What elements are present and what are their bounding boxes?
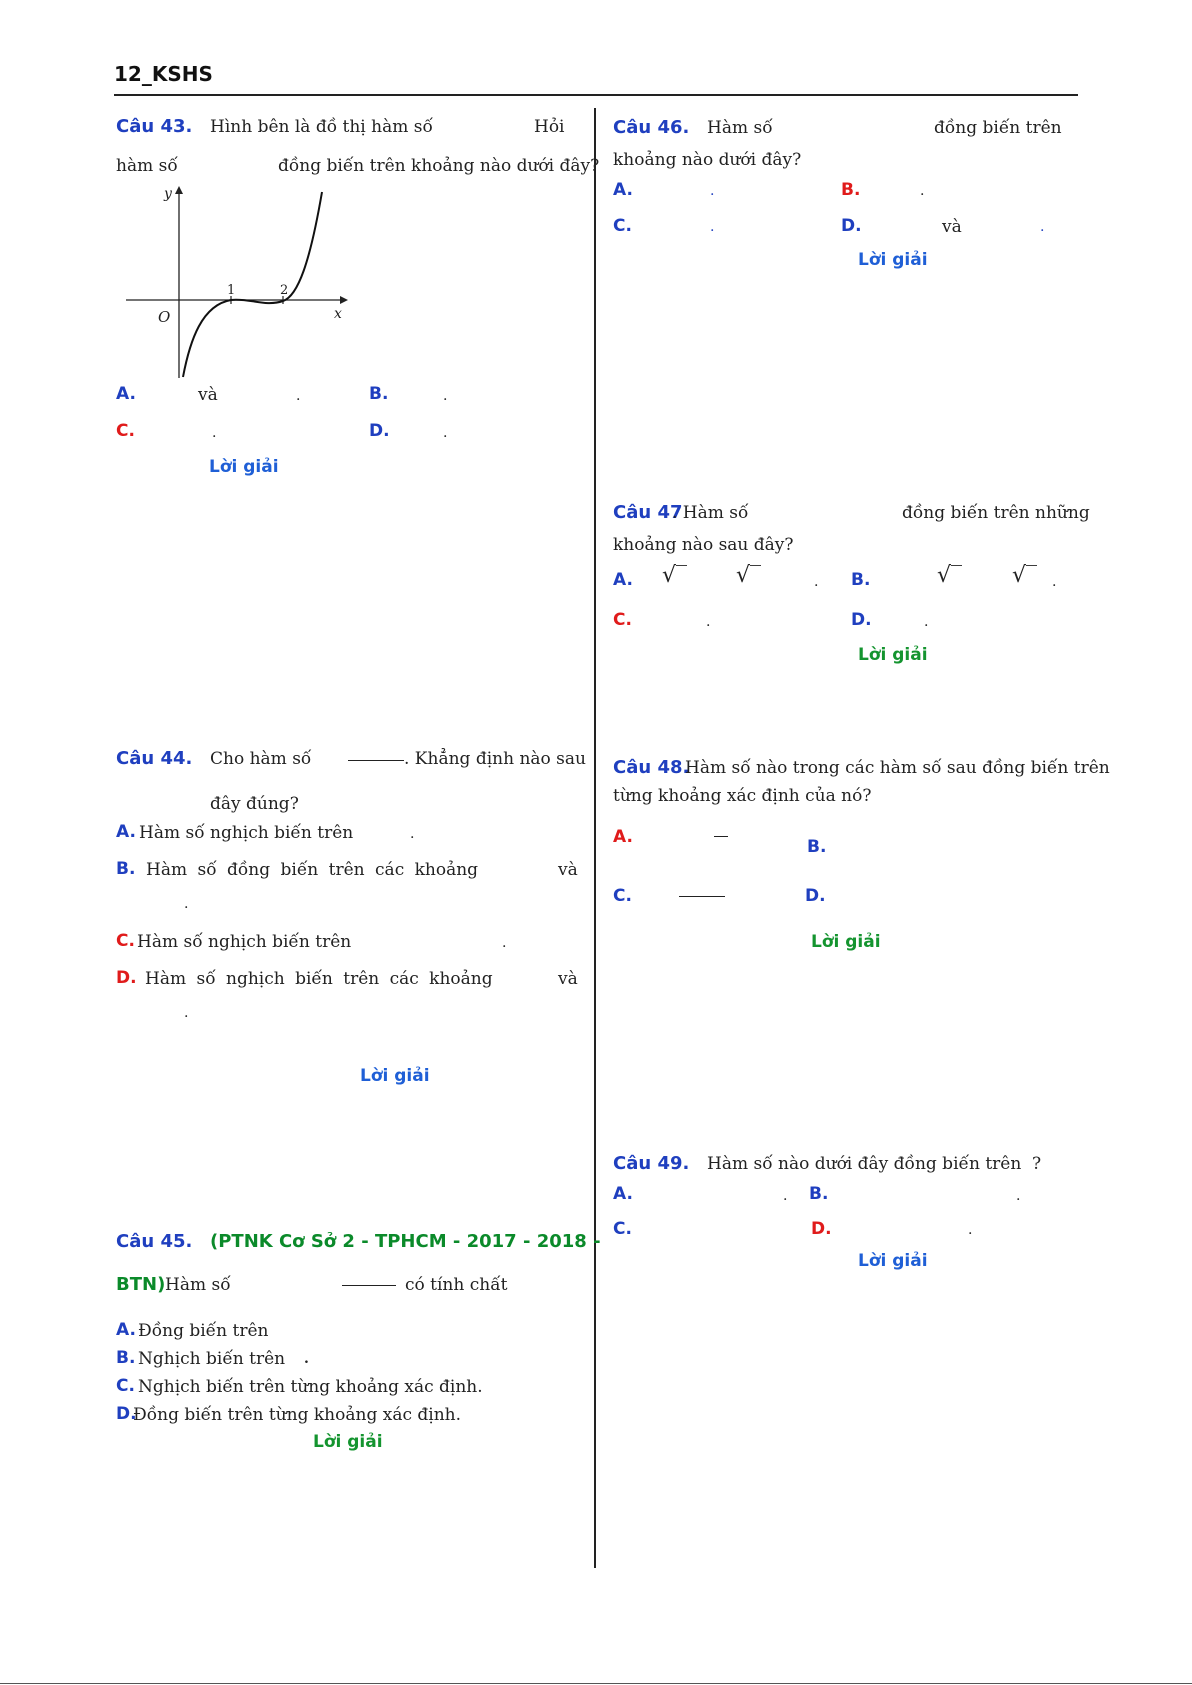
q47-loi-giai: Lời giải [858,645,928,665]
header-rule [114,94,1078,96]
q44-option-b-va: và [558,860,578,880]
q47-option-a-sqrt2: √‾ [736,563,762,588]
q48-option-b[interactable]: B. [807,837,827,857]
q49-option-b[interactable]: B. [809,1184,829,1204]
q43-text-line2a: hàm số [116,156,178,176]
q43-graph-y-label: y [164,186,172,202]
q48-option-c-fraction-bar [679,896,725,897]
q46-label: Câu 46. [613,117,690,138]
q48-option-c[interactable]: C. [613,886,632,906]
q43-option-b[interactable]: B. [369,384,389,404]
q45-option-b-text: Nghịch biến trên [138,1349,286,1369]
q49-text-line1: Hàm số nào dưới đây đồng biến trên [707,1154,1022,1174]
q44-option-a-dot: . [410,826,415,842]
q49-label: Câu 49. [613,1153,690,1174]
q44-option-d[interactable]: D. [116,968,137,988]
q45-loi-giai: Lời giải [313,1432,383,1452]
q46-option-b-dot: . [920,183,925,199]
q47-option-b-dot: . [1052,574,1057,590]
q49-qmark: ? [1032,1154,1042,1174]
q45-option-a[interactable]: A. [116,1320,136,1340]
q46-loi-giai: Lời giải [858,250,928,270]
q43-option-d-dot: . [443,425,448,441]
q45-text-line2b: có tính chất [405,1275,508,1295]
q47-option-a-sqrt1: √‾ [662,563,688,588]
q43-text-line2b: đồng biến trên khoảng nào dưới đây? [278,156,600,176]
q44-text-line1b: . Khẳng định nào sau [404,749,586,769]
q47-option-d[interactable]: D. [851,610,872,630]
q44-label: Câu 44. [116,748,193,769]
q45-option-a-text: Đồng biến trên [138,1321,269,1341]
q46-option-a[interactable]: A. [613,180,633,200]
q43-graph-tick-2: 2 [280,283,289,298]
q48-text-line1: Hàm số nào trong các hàm số sau đồng biến trên [685,758,1110,778]
q47-option-c-dot: . [706,614,711,630]
q44-option-d-text: Hàm số nghịch biến trên các khoảng [145,969,493,989]
q48-option-a-fraction-bar [714,836,728,837]
q43-option-d[interactable]: D. [369,421,390,441]
q43-graph-origin-label: O [158,308,171,326]
q46-option-d-dot: . [1040,219,1045,235]
q43-hoi: Hỏi [534,117,565,137]
q48-label: Câu 48. [613,757,690,778]
q46-text-line1b: đồng biến trên [934,118,1062,138]
q46-option-d-va: và [942,217,962,237]
q45-option-c[interactable]: C. [116,1376,135,1396]
q45-option-d[interactable]: D. [116,1404,137,1424]
q45-fraction-bar [342,1285,396,1286]
footer-rule [0,1683,1192,1684]
q44-option-d-dot: . [184,1005,189,1021]
q45-option-b-dot: . [304,1351,309,1367]
q43-option-a-dot: . [296,388,301,404]
q47-option-d-dot: . [924,614,929,630]
q49-option-d-dot: . [968,1222,973,1238]
q43-loi-giai: Lời giải [209,457,279,477]
q44-option-b-dot: . [184,896,189,912]
q49-option-a[interactable]: A. [613,1184,633,1204]
q47-option-b-sqrt1: √‾ [937,563,963,588]
q44-option-b[interactable]: B. [116,859,136,879]
q47-option-c[interactable]: C. [613,610,632,630]
q47-option-a[interactable]: A. [613,570,633,590]
q44-option-b-text: Hàm số đồng biến trên các khoảng [146,860,479,880]
q49-option-a-dot: . [783,1188,788,1204]
q48-option-d[interactable]: D. [805,886,826,906]
q48-loi-giai: Lời giải [811,932,881,952]
column-divider [594,108,596,1568]
q44-option-c-dot: . [502,935,507,951]
q45-label: Câu 45. [116,1231,193,1252]
q45-option-d-text: Đồng biến trên từng khoảng xác định. [133,1405,461,1425]
q47-text-line2: khoảng nào sau đây? [613,535,794,555]
q43-label: Câu 43. [116,116,193,137]
q47-option-a-dot: . [814,574,819,590]
q47-option-b[interactable]: B. [851,570,871,590]
q43-option-c-dot: . [212,425,217,441]
q49-option-d[interactable]: D. [811,1219,832,1239]
q48-option-a[interactable]: A. [613,827,633,847]
q49-option-b-dot: . [1016,1188,1021,1204]
q46-text-line2: khoảng nào dưới đây? [613,150,802,170]
q49-loi-giai: Lời giải [858,1251,928,1271]
q43-option-b-dot: . [443,388,448,404]
q45-option-b[interactable]: B. [116,1348,136,1368]
q47-option-b-sqrt2: √‾ [1012,563,1038,588]
header-title: 12_KSHS [114,62,213,86]
q47-label: Câu 47 [613,502,683,523]
q46-option-b[interactable]: B. [841,180,861,200]
q43-graph [120,180,350,380]
q44-option-c[interactable]: C. [116,931,135,951]
q47-text-line1b: đồng biến trên những [902,503,1090,523]
q44-option-a-text: Hàm số nghịch biến trên [139,823,354,843]
q44-option-a[interactable]: A. [116,822,136,842]
q49-option-c[interactable]: C. [613,1219,632,1239]
q46-option-d[interactable]: D. [841,216,862,236]
q47-text-line1a: . Hàm số [672,503,749,523]
q43-graph-x-label: x [334,306,342,322]
q45-source-line1: (PTNK Cơ Sở 2 - TPHCM - 2017 - 2018 - [210,1231,601,1252]
q44-option-c-text: Hàm số nghịch biến trên [137,932,352,952]
q43-option-c[interactable]: C. [116,421,135,441]
q46-option-c-dot: . [710,219,715,235]
q46-text-line1a: Hàm số [707,118,773,138]
q44-option-d-va: và [558,969,578,989]
q43-option-a-va: và [198,385,218,405]
q45-source-line2: BTN) [116,1274,166,1295]
q43-graph-tick-1: 1 [227,283,236,298]
q43-option-a[interactable]: A. [116,384,136,404]
q44-fraction-bar [348,760,404,761]
q46-option-a-dot: . [710,183,715,199]
q45-option-c-text: Nghịch biến trên từng khoảng xác định. [138,1377,483,1397]
q46-option-c[interactable]: C. [613,216,632,236]
q48-text-line2: từng khoảng xác định của nó? [613,786,872,806]
q44-loi-giai: Lời giải [360,1066,430,1086]
q45-text-line2a: Hàm số [165,1275,231,1295]
q44-text-line2: đây đúng? [210,794,299,814]
q44-text-line1a: Cho hàm số [210,749,312,769]
q43-text-line1: Hình bên là đồ thị hàm số [210,117,433,137]
